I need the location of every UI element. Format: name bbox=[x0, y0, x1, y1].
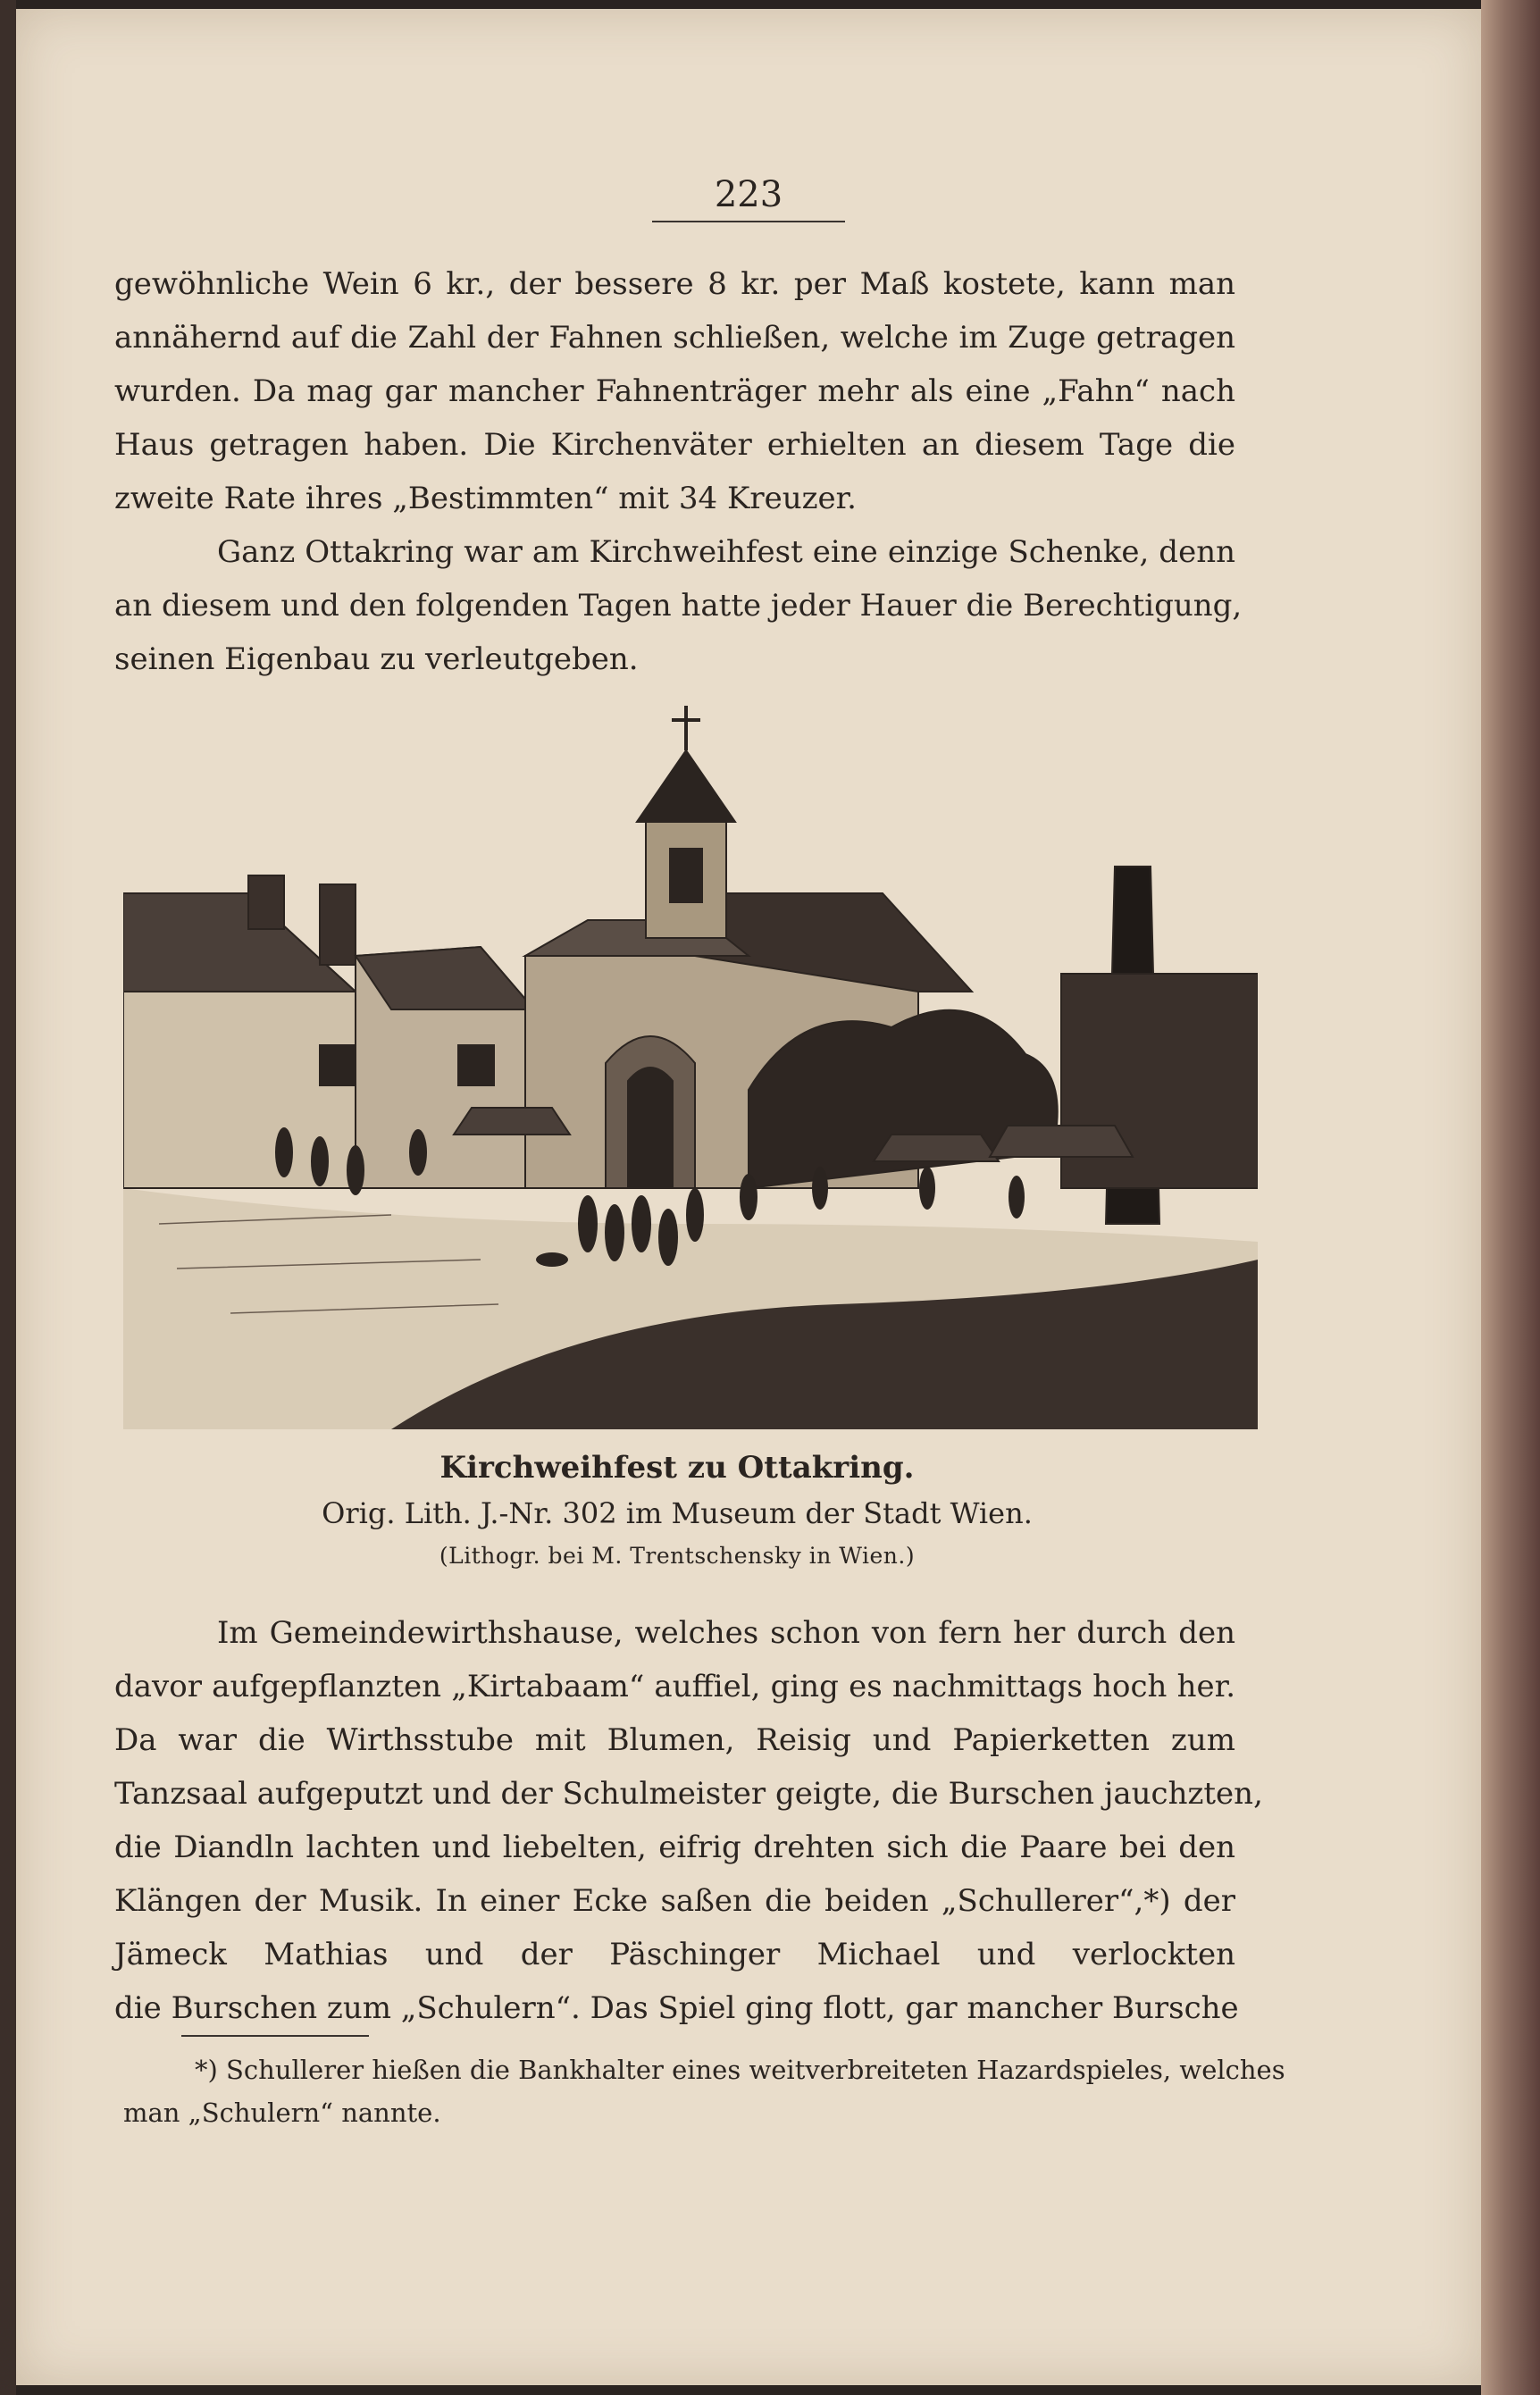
figure-caption-title: Kirchweihfest zu Ottakring. bbox=[439, 1450, 915, 1486]
paragraph-bottom bbox=[114, 1606, 1263, 2035]
text-line: seinen Eigenbau zu verleutgeben. bbox=[114, 641, 639, 677]
text-line: zweite Rate ihres „Bestimmten“ mit 34 Kreuzer. bbox=[114, 481, 857, 516]
text-line: die Burschen zum „Schulern“. Das Spiel ging flott, gar mancher Bursche bbox=[114, 1990, 1239, 2026]
book-gutter bbox=[0, 0, 16, 2395]
text-line: Haus getragen haben. Die Kirchenväter erhielten an diesem Tage die bbox=[114, 427, 1235, 463]
text-line: Klängen der Musik. In einer Ecke saßen die beiden „Schullerer“,*) der bbox=[114, 1883, 1235, 1919]
page-number: 223 bbox=[652, 174, 845, 222]
text-line: annähernd auf die Zahl der Fahnen schließen, welche im Zuge getragen bbox=[114, 320, 1235, 356]
paragraph-top bbox=[114, 257, 1243, 686]
text-line: Tanzsaal aufgeputzt und der Schulmeister geigte, die Burschen jauchzten, bbox=[114, 1776, 1263, 1812]
text-line: Da war die Wirthsstube mit Blumen, Reisig und Papierketten zum bbox=[114, 1722, 1235, 1758]
footnote-divider bbox=[181, 2035, 369, 2037]
book-page bbox=[16, 9, 1481, 2385]
footnote-line: *) Schullerer hießen die Bankhalter eines weitverbreiteten Hazardspieles, welches bbox=[195, 2055, 1285, 2085]
text-line: die Diandln lachten und liebelten, eifrig drehten sich die Paare bei den bbox=[114, 1830, 1235, 1865]
footnote-line: man „Schulern“ nannte. bbox=[123, 2098, 441, 2128]
text-line: gewöhnliche Wein 6 kr., der bessere 8 kr. per Maß kostete, kann man bbox=[114, 266, 1235, 302]
page-header bbox=[16, 174, 1481, 222]
text-line: davor aufgepflanzten „Kirtabaam“ auffiel, ging es nachmittags hoch her. bbox=[114, 1669, 1235, 1704]
figure-caption-credit: (Lithogr. bei M. Trentschensky in Wien.) bbox=[439, 1543, 916, 1569]
text-line: Ganz Ottakring war am Kirchweihfest eine einzige Schenke, denn bbox=[217, 534, 1235, 570]
footnote bbox=[123, 2048, 1285, 2134]
text-line: Im Gemeindewirthshause, welches schon von fern her durch den bbox=[217, 1615, 1235, 1651]
text-line: wurden. Da mag gar mancher Fahnenträger mehr als eine „Fahn“ nach bbox=[114, 373, 1235, 409]
book-page-edge bbox=[1481, 0, 1540, 2395]
church-illustration bbox=[123, 688, 1258, 1429]
text-line: an diesem und den folgenden Tagen hatte jeder Hauer die Berechtigung, bbox=[114, 588, 1243, 624]
figure-caption-source: Orig. Lith. J.-Nr. 302 im Museum der Stadt Wien. bbox=[322, 1496, 1033, 1530]
text-line: Jämeck Mathias und der Päschinger Michael und verlockten bbox=[114, 1937, 1235, 1972]
